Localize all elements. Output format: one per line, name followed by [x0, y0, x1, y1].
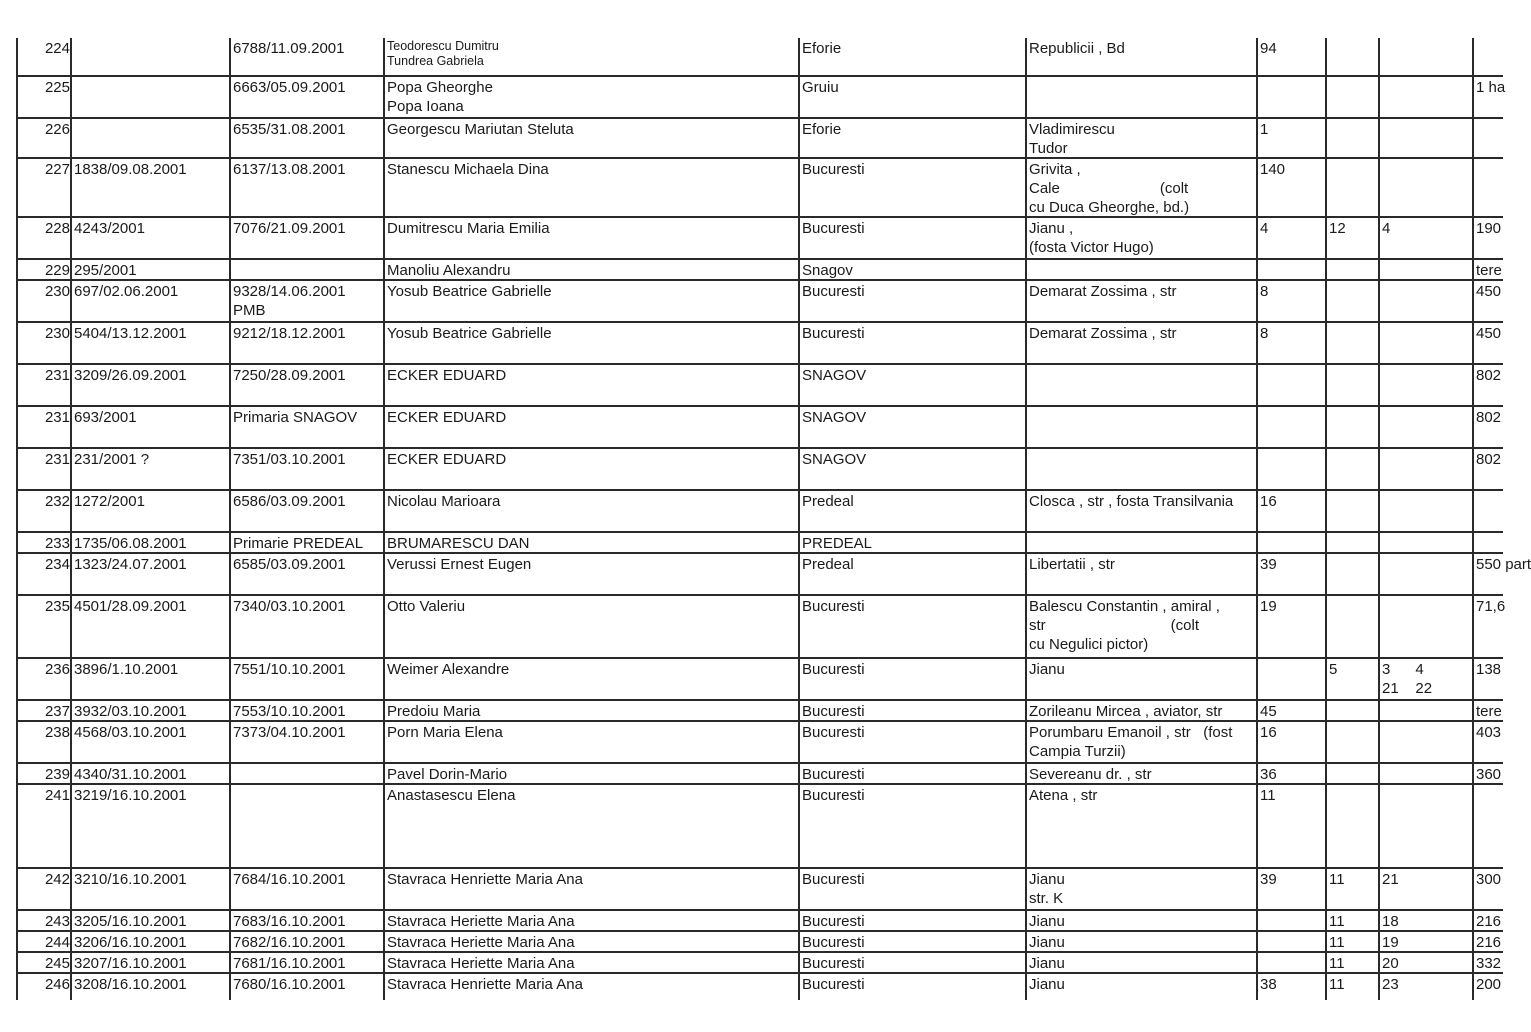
document-ref-cell: 6663/05.09.2001	[229, 77, 383, 117]
document-ref-cell: 6535/31.08.2001	[229, 119, 383, 157]
parcel-field-cell	[1378, 323, 1472, 363]
owner-name-cell: ECKER EDUARD	[383, 449, 798, 489]
parcel-field-cell	[1378, 596, 1472, 657]
table-row	[16, 722, 1503, 764]
row-number-cell: 244	[16, 932, 70, 951]
area-field-cell: tere	[1472, 260, 1503, 279]
street-address-cell: Atena , str	[1025, 785, 1256, 867]
document-ref-cell: 7553/10.10.2001	[229, 701, 383, 720]
registration-ref-cell: 3206/16.10.2001	[70, 932, 229, 951]
street-number-cell: 39	[1256, 869, 1325, 909]
registration-ref-cell: 3205/16.10.2001	[70, 911, 229, 930]
table-row	[16, 77, 1506, 119]
area-field-cell: 190	[1472, 218, 1503, 258]
document-ref-cell: 6586/03.09.2001	[229, 491, 383, 531]
locality-cell: SNAGOV	[798, 365, 1025, 405]
table-row	[16, 974, 1503, 1000]
street-number-cell	[1256, 533, 1325, 552]
area-field-cell	[1472, 38, 1503, 75]
table-row	[16, 701, 1503, 722]
document-ref-cell	[229, 785, 383, 867]
document-ref-cell: 7683/16.10.2001	[229, 911, 383, 930]
street-number-cell	[1256, 932, 1325, 951]
street-number-cell: 19	[1256, 596, 1325, 657]
table-row	[16, 659, 1503, 701]
parcel-field-cell	[1378, 407, 1472, 447]
document-ref-cell: 7682/16.10.2001	[229, 932, 383, 951]
street-number-cell	[1256, 953, 1325, 972]
registration-ref-cell: 4568/03.10.2001	[70, 722, 229, 762]
document-ref-cell: 6137/13.08.2001	[229, 159, 383, 216]
street-number-cell	[1256, 407, 1325, 447]
registration-ref-cell: 3219/16.10.2001	[70, 785, 229, 867]
locality-cell: Bucuresti	[798, 953, 1025, 972]
area-field-cell	[1472, 785, 1503, 867]
lot-field-cell: 11	[1325, 911, 1378, 930]
parcel-field-cell: 19	[1378, 932, 1472, 951]
street-number-cell	[1256, 911, 1325, 930]
area-field-cell: 71,6	[1472, 596, 1503, 657]
table-row	[16, 785, 1503, 869]
owner-name-cell: Manoliu Alexandru	[383, 260, 798, 279]
street-address-cell	[1025, 77, 1256, 117]
registration-ref-cell: 697/02.06.2001	[70, 281, 229, 321]
table-row	[16, 407, 1503, 449]
street-number-cell: 11	[1256, 785, 1325, 867]
table-row	[16, 911, 1503, 932]
area-field-cell	[1472, 491, 1503, 531]
records-table	[16, 38, 1531, 1000]
parcel-field-cell	[1378, 38, 1472, 75]
street-number-cell: 1	[1256, 119, 1325, 157]
street-address-cell: Jianu	[1025, 974, 1256, 1000]
locality-cell: Bucuresti	[798, 701, 1025, 720]
document-ref-cell: 7681/16.10.2001	[229, 953, 383, 972]
parcel-field-cell	[1378, 554, 1472, 594]
owner-name-cell: Yosub Beatrice Gabrielle	[383, 281, 798, 321]
row-number-cell: 230	[16, 281, 70, 321]
lot-field-cell	[1325, 533, 1378, 552]
locality-cell: Predeal	[798, 491, 1025, 531]
street-address-cell: Jianu	[1025, 659, 1256, 699]
owner-name-cell: Stavraca Heriette Maria Ana	[383, 911, 798, 930]
owner-name-cell: Stavraca Henriette Maria Ana	[383, 974, 798, 1000]
owner-name-cell: Yosub Beatrice Gabrielle	[383, 323, 798, 363]
street-number-cell: 39	[1256, 554, 1325, 594]
registration-ref-cell: 1323/24.07.2001	[70, 554, 229, 594]
area-field-cell: 332	[1472, 953, 1503, 972]
registration-ref-cell: 4340/31.10.2001	[70, 764, 229, 783]
street-address-cell: Demarat Zossima , str	[1025, 323, 1256, 363]
table-row	[16, 533, 1503, 554]
table-row	[16, 281, 1503, 323]
street-address-cell	[1025, 533, 1256, 552]
street-address-cell: Balescu Constantin , amiral , str (colt cu Negulici pictor)	[1025, 596, 1256, 657]
registration-ref-cell: 1735/06.08.2001	[70, 533, 229, 552]
registration-ref-cell: 3896/1.10.2001	[70, 659, 229, 699]
parcel-field-cell	[1378, 722, 1472, 762]
document-ref-cell: 7340/03.10.2001	[229, 596, 383, 657]
lot-field-cell	[1325, 449, 1378, 489]
street-address-cell: Demarat Zossima , str	[1025, 281, 1256, 321]
parcel-field-cell	[1378, 365, 1472, 405]
street-number-cell: 38	[1256, 974, 1325, 1000]
table-row	[16, 869, 1503, 911]
table-row	[16, 119, 1503, 159]
area-field-cell: 450	[1472, 281, 1503, 321]
street-address-cell: Zorileanu Mircea , aviator, str	[1025, 701, 1256, 720]
registration-ref-cell: 693/2001	[70, 407, 229, 447]
locality-cell: Eforie	[798, 119, 1025, 157]
owner-name-cell: ECKER EDUARD	[383, 365, 798, 405]
parcel-field-cell	[1378, 449, 1472, 489]
street-address-cell	[1025, 365, 1256, 405]
row-number-cell: 225	[16, 77, 70, 117]
street-address-cell: Jianu	[1025, 932, 1256, 951]
owner-name-cell: Stavraca Henriette Maria Ana	[383, 869, 798, 909]
registration-ref-cell: 295/2001	[70, 260, 229, 279]
street-address-cell: Severeanu dr. , str	[1025, 764, 1256, 783]
document-ref-cell: 9212/18.12.2001	[229, 323, 383, 363]
row-number-cell: 228	[16, 218, 70, 258]
parcel-field-cell	[1378, 159, 1472, 216]
document-ref-cell: 6585/03.09.2001	[229, 554, 383, 594]
owner-name-cell: BRUMARESCU DAN	[383, 533, 798, 552]
row-number-cell: 227	[16, 159, 70, 216]
lot-field-cell	[1325, 323, 1378, 363]
area-field-cell: 403	[1472, 722, 1503, 762]
document-ref-cell: Primarie PREDEAL	[229, 533, 383, 552]
parcel-field-cell: 23	[1378, 974, 1472, 1000]
parcel-field-cell: 18	[1378, 911, 1472, 930]
locality-cell: SNAGOV	[798, 407, 1025, 447]
street-address-cell: Grivita , Cale (colt cu Duca Gheorghe, bd.)	[1025, 159, 1256, 216]
parcel-field-cell	[1378, 119, 1472, 157]
registration-ref-cell	[70, 38, 229, 75]
locality-cell: Bucuresti	[798, 722, 1025, 762]
locality-cell: Predeal	[798, 554, 1025, 594]
area-field-cell	[1472, 119, 1503, 157]
street-address-cell	[1025, 449, 1256, 489]
lot-field-cell: 11	[1325, 932, 1378, 951]
owner-name-cell: Anastasescu Elena	[383, 785, 798, 867]
lot-field-cell: 5	[1325, 659, 1378, 699]
area-field-cell: 300	[1472, 869, 1503, 909]
owner-name-cell: Stavraca Heriette Maria Ana	[383, 953, 798, 972]
registration-ref-cell: 1272/2001	[70, 491, 229, 531]
registration-ref-cell	[70, 77, 229, 117]
lot-field-cell	[1325, 281, 1378, 321]
row-number-cell: 233	[16, 533, 70, 552]
lot-field-cell	[1325, 159, 1378, 216]
row-number-cell: 241	[16, 785, 70, 867]
street-number-cell: 140	[1256, 159, 1325, 216]
street-number-cell: 94	[1256, 38, 1325, 75]
document-ref-cell: 6788/11.09.2001	[229, 38, 383, 75]
owner-name-cell: Georgescu Mariutan Steluta	[383, 119, 798, 157]
owner-name-cell: Porn Maria Elena	[383, 722, 798, 762]
parcel-field-cell	[1378, 491, 1472, 531]
row-number-cell: 242	[16, 869, 70, 909]
locality-cell: Bucuresti	[798, 281, 1025, 321]
row-number-cell: 229	[16, 260, 70, 279]
owner-name-cell: Teodorescu Dumitru Tundrea Gabriela	[383, 38, 798, 75]
lot-field-cell: 11	[1325, 974, 1378, 1000]
area-field-cell: 200	[1472, 974, 1503, 1000]
parcel-field-cell	[1378, 77, 1472, 117]
locality-cell: Bucuresti	[798, 764, 1025, 783]
owner-name-cell: ECKER EDUARD	[383, 407, 798, 447]
owner-name-cell: Popa Gheorghe Popa Ioana	[383, 77, 798, 117]
area-field-cell: 216	[1472, 932, 1503, 951]
street-number-cell	[1256, 365, 1325, 405]
table-row	[16, 953, 1503, 974]
street-number-cell: 8	[1256, 323, 1325, 363]
street-address-cell: Vladimirescu Tudor	[1025, 119, 1256, 157]
registration-ref-cell: 3210/16.10.2001	[70, 869, 229, 909]
area-field-cell: 450	[1472, 323, 1503, 363]
locality-cell: Bucuresti	[798, 323, 1025, 363]
area-field-cell: 802	[1472, 365, 1503, 405]
document-ref-cell	[229, 260, 383, 279]
area-field-cell: 1 ha	[1472, 77, 1503, 117]
locality-cell: SNAGOV	[798, 449, 1025, 489]
locality-cell: Bucuresti	[798, 869, 1025, 909]
parcel-field-cell	[1378, 260, 1472, 279]
parcel-field-cell: 20	[1378, 953, 1472, 972]
area-field-cell: 550 part	[1472, 554, 1503, 594]
registration-ref-cell: 4243/2001	[70, 218, 229, 258]
row-number-cell: 224	[16, 38, 70, 75]
parcel-field-cell	[1378, 281, 1472, 321]
row-number-cell: 246	[16, 974, 70, 1000]
lot-field-cell	[1325, 407, 1378, 447]
lot-field-cell	[1325, 596, 1378, 657]
locality-cell: Bucuresti	[798, 596, 1025, 657]
document-ref-cell: 7373/04.10.2001	[229, 722, 383, 762]
parcel-field-cell: 21	[1378, 869, 1472, 909]
parcel-field-cell	[1378, 764, 1472, 783]
parcel-field-cell	[1378, 533, 1472, 552]
lot-field-cell	[1325, 491, 1378, 531]
street-address-cell: Jianu	[1025, 953, 1256, 972]
table-row	[16, 449, 1503, 491]
locality-cell: Bucuresti	[798, 659, 1025, 699]
owner-name-cell: Stavraca Heriette Maria Ana	[383, 932, 798, 951]
registration-ref-cell: 231/2001 ?	[70, 449, 229, 489]
lot-field-cell	[1325, 764, 1378, 783]
lot-field-cell	[1325, 77, 1378, 117]
street-number-cell: 36	[1256, 764, 1325, 783]
street-address-cell: Closca , str , fosta Transilvania	[1025, 491, 1256, 531]
locality-cell: Bucuresti	[798, 785, 1025, 867]
street-number-cell	[1256, 449, 1325, 489]
street-number-cell	[1256, 77, 1325, 117]
area-field-cell	[1472, 533, 1503, 552]
street-address-cell: Porumbaru Emanoil , str (fost Campia Turzii)	[1025, 722, 1256, 762]
owner-name-cell: Weimer Alexandre	[383, 659, 798, 699]
lot-field-cell	[1325, 119, 1378, 157]
street-number-cell: 4	[1256, 218, 1325, 258]
locality-cell: Gruiu	[798, 77, 1025, 117]
row-number-cell: 232	[16, 491, 70, 531]
locality-cell: Bucuresti	[798, 218, 1025, 258]
row-number-cell: 231	[16, 407, 70, 447]
row-number-cell: 239	[16, 764, 70, 783]
locality-cell: Eforie	[798, 38, 1025, 75]
area-field-cell: 216	[1472, 911, 1503, 930]
street-number-cell: 16	[1256, 491, 1325, 531]
parcel-field-cell: 4	[1378, 218, 1472, 258]
lot-field-cell	[1325, 365, 1378, 405]
locality-cell: PREDEAL	[798, 533, 1025, 552]
registration-ref-cell: 3932/03.10.2001	[70, 701, 229, 720]
parcel-field-cell	[1378, 785, 1472, 867]
row-number-cell: 238	[16, 722, 70, 762]
owner-name-cell: Dumitrescu Maria Emilia	[383, 218, 798, 258]
document-ref-cell: 7684/16.10.2001	[229, 869, 383, 909]
document-ref-cell: 7551/10.10.2001	[229, 659, 383, 699]
table-row	[16, 764, 1503, 785]
locality-cell: Bucuresti	[798, 159, 1025, 216]
document-ref-cell: 9328/14.06.2001 PMB	[229, 281, 383, 321]
document-ref-cell: 7076/21.09.2001	[229, 218, 383, 258]
area-field-cell: 802	[1472, 449, 1503, 489]
locality-cell: Bucuresti	[798, 974, 1025, 1000]
owner-name-cell: Pavel Dorin-Mario	[383, 764, 798, 783]
lot-field-cell: 11	[1325, 953, 1378, 972]
lot-field-cell	[1325, 260, 1378, 279]
row-number-cell: 245	[16, 953, 70, 972]
row-number-cell: 235	[16, 596, 70, 657]
street-number-cell: 45	[1256, 701, 1325, 720]
street-address-cell: Jianu , (fosta Victor Hugo)	[1025, 218, 1256, 258]
owner-name-cell: Verussi Ernest Eugen	[383, 554, 798, 594]
row-number-cell: 237	[16, 701, 70, 720]
registration-ref-cell: 1838/09.08.2001	[70, 159, 229, 216]
street-number-cell: 8	[1256, 281, 1325, 321]
document-ref-cell	[229, 764, 383, 783]
lot-field-cell	[1325, 701, 1378, 720]
registration-ref-cell: 5404/13.12.2001	[70, 323, 229, 363]
street-address-cell	[1025, 407, 1256, 447]
street-number-cell	[1256, 659, 1325, 699]
row-number-cell: 231	[16, 449, 70, 489]
street-number-cell	[1256, 260, 1325, 279]
document-ref-cell: 7351/03.10.2001	[229, 449, 383, 489]
area-field-cell: 138	[1472, 659, 1503, 699]
owner-name-cell: Otto Valeriu	[383, 596, 798, 657]
street-address-cell: Republicii , Bd	[1025, 38, 1256, 75]
owner-name-cell: Predoiu Maria	[383, 701, 798, 720]
locality-cell: Bucuresti	[798, 932, 1025, 951]
registration-ref-cell: 3207/16.10.2001	[70, 953, 229, 972]
table-row	[16, 596, 1506, 659]
street-address-cell: Libertatii , str	[1025, 554, 1256, 594]
registration-ref-cell: 4501/28.09.2001	[70, 596, 229, 657]
table-row	[16, 218, 1503, 260]
parcel-field-cell	[1378, 701, 1472, 720]
lot-field-cell	[1325, 554, 1378, 594]
street-address-cell	[1025, 260, 1256, 279]
table-row	[16, 323, 1503, 365]
owner-name-cell: Stanescu Michaela Dina	[383, 159, 798, 216]
area-field-cell: 802	[1472, 407, 1503, 447]
registration-ref-cell: 3209/26.09.2001	[70, 365, 229, 405]
table-row	[16, 554, 1531, 596]
document-ref-cell: Primaria SNAGOV	[229, 407, 383, 447]
row-number-cell: 226	[16, 119, 70, 157]
locality-cell: Snagov	[798, 260, 1025, 279]
document-ref-cell: 7680/16.10.2001	[229, 974, 383, 1000]
parcel-field-cell: 3 4 21 22	[1378, 659, 1472, 699]
registration-ref-cell: 3208/16.10.2001	[70, 974, 229, 1000]
row-number-cell: 231	[16, 365, 70, 405]
lot-field-cell	[1325, 38, 1378, 75]
row-number-cell: 230	[16, 323, 70, 363]
street-address-cell: Jianu	[1025, 911, 1256, 930]
owner-name-cell: Nicolau Marioara	[383, 491, 798, 531]
document-ref-cell: 7250/28.09.2001	[229, 365, 383, 405]
lot-field-cell: 11	[1325, 869, 1378, 909]
table-row	[16, 159, 1503, 218]
area-field-cell: 360	[1472, 764, 1503, 783]
table-row	[16, 365, 1503, 407]
table-row	[16, 491, 1503, 533]
street-address-cell: Jianu str. K	[1025, 869, 1256, 909]
area-field-cell	[1472, 159, 1503, 216]
table-row	[16, 260, 1503, 281]
table-row	[16, 932, 1503, 953]
locality-cell: Bucuresti	[798, 911, 1025, 930]
row-number-cell: 236	[16, 659, 70, 699]
street-number-cell: 16	[1256, 722, 1325, 762]
row-number-cell: 243	[16, 911, 70, 930]
area-field-cell: tere	[1472, 701, 1503, 720]
lot-field-cell	[1325, 722, 1378, 762]
lot-field-cell	[1325, 785, 1378, 867]
lot-field-cell: 12	[1325, 218, 1378, 258]
row-number-cell: 234	[16, 554, 70, 594]
registration-ref-cell	[70, 119, 229, 157]
table-row	[16, 38, 1503, 77]
